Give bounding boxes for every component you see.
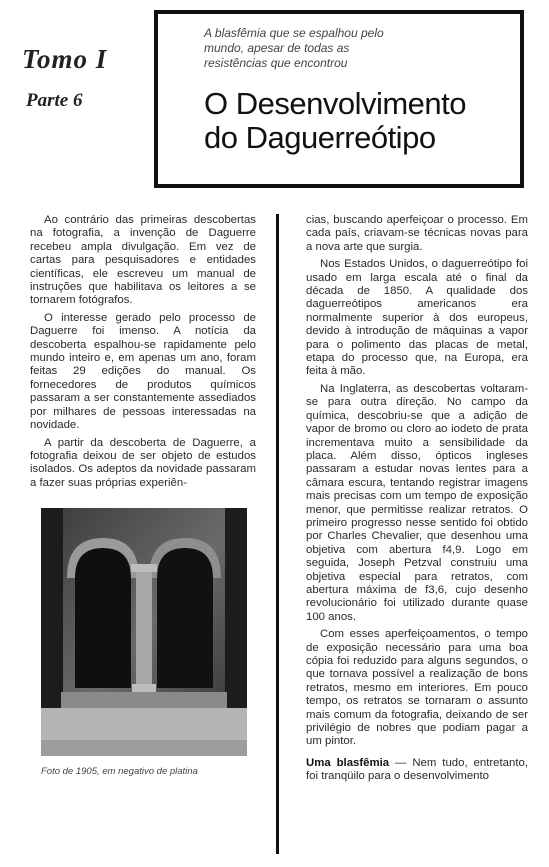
- left-paragraph: Ao contrário das primeiras descobertas na fotografia, a invenção de Daguerre recebeu ampla divulgação. Em vez de cartas para pesquisadores e entidades científicas, ele escreveu um manual de instruções que habilitava os leitores a se tornarem fotógrafos.: [30, 214, 256, 307]
- column-divider: [276, 214, 279, 854]
- left-paragraph: A partir da descoberta de Daguerre, a fotografia deixou de ser objeto de estudos isolados. Os adeptos da novidade passaram a fazer suas próprias experiên-: [30, 436, 256, 489]
- right-paragraph: Nos Estados Unidos, o daguerreótipo foi usado em larga escala até o final da década de 1850. A qualidade dos daguerreótipos americanos era normalmente superior à dos europeus, devido à introdução de máquinas a vapor para o polimento das placas de metal, etapa do processo que, na Europa, era feita à mão.: [306, 258, 528, 378]
- right-continuation: cias, buscando aperfeiçoar o processo. Em cada país, criavam-se técnicas novas para a nova arte que surgia.: [306, 214, 528, 253]
- page-title: [204, 87, 504, 155]
- cloister-photo: [41, 508, 247, 756]
- title-line-1: O Desenvolvimento: [204, 86, 467, 121]
- right-paragraph: Na Inglaterra, as descobertas voltaram-se para outra direção. No campo da química, descobriu-se que a adição de vapor de bromo ou cloro ao iodeto de prata incrementava muito a sensibilidade da placa. Além disso, ópticos ingleses passaram a estudar novas lentes para a câmara escura, tentando registrar imagens mais precisas com um tempo de exposição menor, que permitisse realizar retratos. O primeiro progresso nesse sentido foi obtido por Charles Chevalier, que desenhou uma objetiva com abertura f4,9. Logo em seguida, Joseph Petzval construiu uma objetiva especial para retratos, com abertura máxima de f3,6, cujo desenho revolucionário foi utilizado durante quase 100 anos.: [306, 382, 528, 623]
- photo-caption: Foto de 1905, em negativo de platina: [41, 766, 198, 777]
- volume-label: Tomo I: [22, 44, 108, 74]
- right-paragraph: Com esses aperfeiçoamentos, o tempo de exposição necessário para uma boa cópia foi reduzido para alguns segundos, o que tornava possível a realização de bons retratos, mesmo em interiores. Em pouco tempo, os retratos se tornaram o assunto mais comum da fotografia, deixando de ser privilégio de nobres que podiam pagar a um pintor.: [306, 628, 528, 748]
- intro-text: A blasfêmia que se espalhou pelo mundo, apesar de todas as resistências que encontrou: [204, 26, 384, 70]
- right-column: [306, 214, 528, 788]
- left-paragraph: O interesse gerado pelo processo de Daguerre foi imenso. A notícia da descoberta espalhou-se rapidamente pelo mundo inteiro e, em apenas um ano, foram feitas 29 edições do manual. Os fornecedores de produtos químicos passaram a ser constantemente assediados por milhares de pessoas interessadas na novidade.: [30, 311, 256, 432]
- subsection-text: — Nem tudo, entretanto, foi tranqüilo para o desenvolvimento: [306, 756, 528, 783]
- title-box: [154, 10, 524, 188]
- part-label: Parte 6: [26, 90, 83, 111]
- left-column: [30, 214, 256, 494]
- subsection-paragraph: [306, 757, 528, 784]
- cloister-arches-image: [41, 508, 247, 756]
- subsection-heading: Uma blasfêmia: [306, 756, 390, 769]
- title-line-2: do Daguerreótipo: [204, 120, 436, 155]
